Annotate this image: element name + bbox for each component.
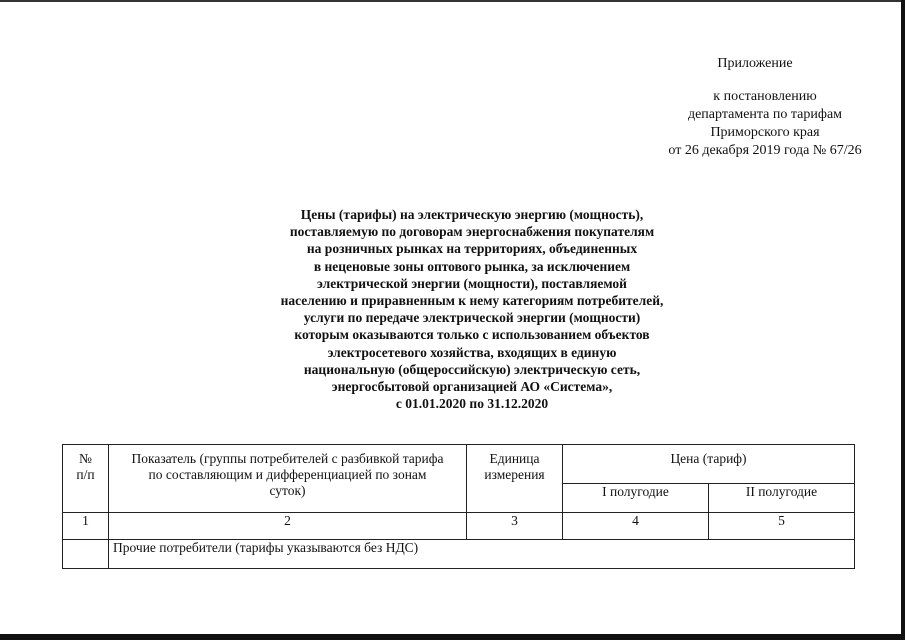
appendix-line: департамента по тарифам [687, 107, 843, 122]
index-cell: 1 [63, 513, 109, 540]
header-half-2: II полугодие [709, 484, 855, 513]
index-cell: 5 [709, 513, 855, 540]
appendix-line: от 26 декабря 2019 года № 67/26 [668, 143, 862, 158]
appendix-line: к постановлению [713, 89, 817, 104]
header-num-line: п/п [76, 467, 95, 482]
index-cell: 4 [563, 513, 709, 540]
appendix-line: Приморского края [710, 125, 820, 140]
empty-cell [63, 540, 109, 569]
header-unit [467, 445, 563, 513]
scan-edge-bottom [0, 634, 905, 640]
title-line: национальную (общероссийскую) электрическую сеть, [303, 361, 641, 377]
scan-edge-top [0, 0, 905, 2]
title-line: поставляемую по договорам энергоснабжения покупателям [289, 224, 655, 240]
header-indicator-line: Показатель (группы потребителей с разбивкой тарифа [131, 451, 444, 466]
header-indicator-line: по составляющим и дифференциацией по зонам [148, 467, 427, 482]
title-line: энергосбытовой организацией АО «Система», [331, 379, 613, 395]
index-cell: 3 [467, 513, 563, 540]
title-line: с 01.01.2020 по 31.12.2020 [395, 396, 549, 412]
appendix-title: Приложение [717, 56, 793, 71]
header-num [63, 445, 109, 513]
table-row [63, 513, 855, 540]
header-price: Цена (тариф) [563, 445, 855, 484]
title-line: населению и приравненным к нему категориям потребителей, [280, 293, 664, 309]
header-unit-line: измерения [484, 467, 545, 482]
header-num-line: № [79, 451, 92, 466]
title-line: услуги по передаче электрической энергии (мощности) [303, 310, 641, 326]
tariff-table [62, 444, 855, 569]
category-cell: Прочие потребители (тарифы указываются без НДС) [109, 540, 855, 569]
document-title [222, 206, 722, 412]
scan-edge-right [901, 0, 905, 640]
title-line: которым оказываются только с использованием объектов [294, 327, 650, 343]
title-line: электросетевого хозяйства, входящих в единую [327, 344, 617, 360]
table-row [63, 540, 855, 569]
title-line: электрической энергии (мощности), поставляемой [317, 275, 627, 291]
header-unit-line: Единица [489, 451, 540, 466]
header-indicator-line: суток) [269, 483, 306, 498]
header-indicator [109, 445, 467, 513]
title-line: Цены (тарифы) на электрическую энергию (мощность), [300, 207, 644, 222]
header-half-1: I полугодие [563, 484, 709, 513]
title-line: в неценовые зоны оптового рынка, за исключением [313, 258, 631, 274]
title-line: на розничных рынках на территориях, объединенных [306, 241, 638, 257]
table-header-row [63, 445, 855, 484]
index-cell: 2 [109, 513, 467, 540]
appendix-reference [630, 88, 900, 160]
